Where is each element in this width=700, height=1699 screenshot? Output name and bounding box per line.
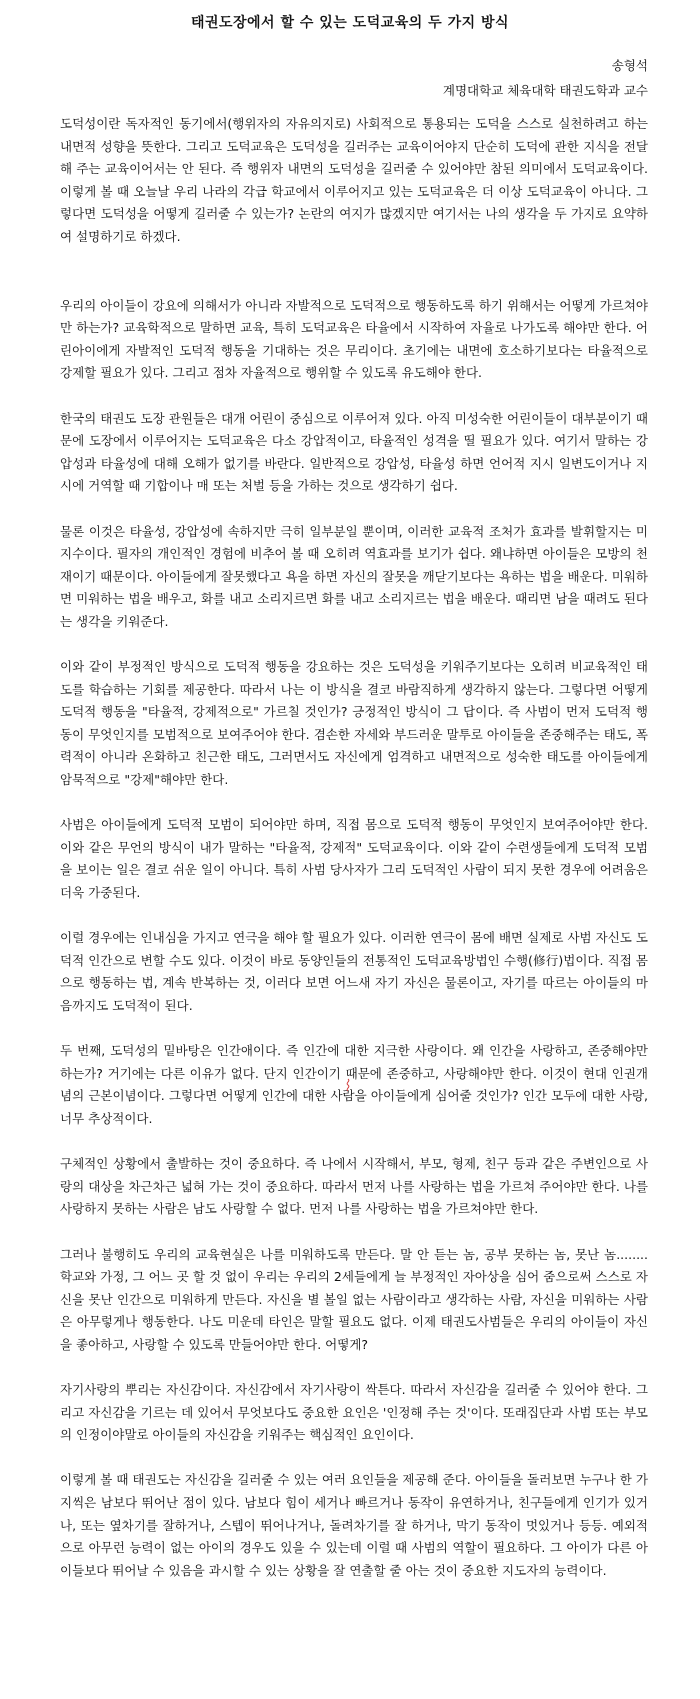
paragraph: 구체적인 상황에서 출발하는 것이 중요하다. 즉 나에서 시작해서, 부모, 형제, 친구 등과 같은 주변인으로 사랑의 대상을 차근차근 넓혀 가는 것이 중요하다. 따라서 먼저 나를 사랑하는 법을 가르쳐 주어야만 한다. 나를 사랑하지 못하는 사람은 남도 사랑할 수 없다. 먼저 나를 사랑하는 법을 가르쳐야만 한다. (60, 1156, 648, 1217)
paragraph: 한국의 태권도 도장 관원들은 대개 어린이 중심으로 이루어져 있다. 아직 미성숙한 어린이들이 대부분이기 때문에 도장에서 이루어지는 도덕교육은 다소 강압적이고, 타율적인 성격을 띨 필요가 있다. 여기서 말하는 강압성과 타율성에 대해 오해가 없기를 바란다. 일반적으로 강압성, 타율성 하면 언어적 지시 일변도이거나 지시에 거역할 때 기합이나 매 또는 처벌 등을 가하는 것으로 생각하기 쉽다. (60, 410, 648, 494)
paragraph: 이럴 경우에는 인내심을 가지고 연극을 해야 할 필요가 있다. 이러한 연극이 몸에 배면 실제로 사범 자신도 도덕적 인간으로 변할 수도 있다. 이것이 바로 동양인들의 전통적인 도덕교육방법인 수행(修行)법이다. 직접 몸으로 행동하는 법, 계속 반복하는 것, 이러다 보면 어느새 자기 자신은 물론이고, 자기를 따르는 아이들의 마음까지도 도덕적이 된다. (60, 930, 648, 1013)
paragraph: 이렇게 볼 때 태권도는 자신감을 길러줄 수 있는 여러 요인들을 제공해 준다. 아이들을 돌러보면 누구나 한 가지씩은 남보다 뛰어난 점이 있다. 남보다 힘이 세거나 빠르거나 동작이 유연하거나, 친구들에게 인기가 있거나, 또는 옆차기를 잘하거나, 스텝이 뛰어나거나, 돌려차기를 잘 하거나, 막기 동작이 멋있거나 등등. 예외적으로 아무런 능력이 없는 아이의 경우도 있을 수 있는데 이럴 때 사범의 역할이 필요하다. 그 아이가 다른 아이들보다 뛰어날 수 있음을 과시할 수 있는 상황을 잘 연출할 줄 아는 것이 중요한 지도자의 능력이다. (60, 1472, 648, 1578)
paragraph: 사범은 아이들에게 도덕적 모범이 되어야만 하며, 직접 몸으로 도덕적 행동이 무엇인지 보여주어야만 한다. 이와 같은 무언의 방식이 내가 말하는 "타율적, 강제적" 도덕교육이다. 이와 같이 수련생들에게 도덕적 모범을 보이는 일은 결코 쉬운 일이 아니다. 특히 사범 당사자가 그리 도덕적인 사람이 되지 못한 경우에 어려움은 더욱 가중된다. (60, 817, 648, 900)
author-name: 송형석 (611, 58, 648, 73)
author-affiliation: 계명대학교 체육대학 태권도학과 교수 (442, 83, 648, 98)
paragraph: 우리의 아이들이 강요에 의해서가 아니라 자발적으로 도덕적으로 행동하도록 하기 위해서는 어떻게 가르쳐야만 하는가? 교육학적으로 말하면 교육, 특히 도덕교육은 타율에서 시작하여 자율로 나가도록 해야만 한다. 어린아이에게 자발적인 도덕적 행동을 기대하는 것은 무리이다. 초기에는 내면에 호소하기보다는 타율적으로 강제할 필요가 있다. 그리고 점차 자율적으로 행위할 수 있도록 유도해야 한다. (60, 297, 648, 381)
document-title: 태권도장에서 할 수 있는 도덕교육의 두 가지 방식 (190, 15, 510, 31)
paragraph: 두 번째, 도덕성의 밑바탕은 인간애이다. 즉 인간에 대한 지극한 사랑이다. 왜 인간을 사랑하고, 존중해야만 하는가? 거기에는 다른 이유가 없다. 단지 인간이기 때문에 존중하고, 사랑해야만 한다. 이것이 현대 인권개념의 근본이념이다. 그렇다면 어떻게 인간에 대한 사람을 아이들에게 심어줄 것인가? 인간 모두에 대한 사랑, 너무 추상적이다. (60, 1043, 648, 1126)
cursor-mark (343, 1078, 353, 1092)
document-body (60, 113, 648, 1605)
paragraph: 그러나 불행히도 우리의 교육현실은 나를 미워하도록 만든다. 말 안 듣는 놈, 공부 못하는 놈, 못난 놈........ 학교와 가정, 그 어느 곳 할 것 없이 우리는 우리의 2세들에게 늘 부정적인 자아상을 심어 줌으로써 스스로 자신을 못난 인간으로 미워하게 만든다. 자신을 별 볼일 없는 사람이라고 생각하는 사람, 자신을 미워하는 사람은 아무렇게나 행동한다. 나도 미운데 타인은 말할 필요도 없다. 이제 태권도사범들은 우리의 아이들이 자신을 좋아하고, 사랑할 수 있도록 만들어야만 한다. 어떻게? (60, 1246, 648, 1352)
paragraph: 도덕성이란 독자적인 동기에서(행위자의 자유의지로) 사회적으로 통용되는 도덕을 스스로 실천하려고 하는 내면적 성향을 뜻한다. 그리고 도덕교육은 도덕성을 길러주는 교육이어야지 단순히 도덕에 관한 지식을 전달해 주는 교육이어서는 안 된다. 즉 행위자 내면의 도덕성을 길러줄 수 있어야만 참된 의미에서 도덕교육이다. 이렇게 볼 때 오늘날 우리 나라의 각급 학교에서 이루어지고 있는 도덕교육은 더 이상 도덕교육이 아니다. 그렇다면 도덕성을 어떻게 길러줄 수 있는가? 논란의 여지가 많겠지만 여기서는 나의 생각을 두 가지로 요약하여 설명하기로 하겠다. (60, 116, 648, 244)
paragraph: 물론 이것은 타율성, 강압성에 속하지만 극히 일부분일 뿐이며, 이러한 교육적 조처가 효과를 발휘할지는 미지수이다. 필자의 개인적인 경험에 비추어 볼 때 오히려 역효과를 보기가 쉽다. 왜냐하면 아이들은 모방의 천재이기 때문이다. 아이들에게 잘못했다고 욕을 하면 자신의 잘못을 깨닫기보다는 욕하는 법을 배운다. 미워하면 미워하는 법을 배우고, 화를 내고 소리지르면 화를 내고 소리지르는 법을 배운다. 때리면 남을 때려도 된다는 생각을 키워준다. (60, 523, 648, 629)
paragraph: 이와 같이 부정적인 방식으로 도덕적 행동을 강요하는 것은 도덕성을 키워주기보다는 오히려 비교육적인 태도를 학습하는 기회를 제공한다. 따라서 나는 이 방식을 결코 바람직하게 생각하지 않는다. 그렇다면 어떻게 도덕적 행동을 "타율적, 강제적으로" 가르칠 것인가? 긍정적인 방식이 그 답이다. 즉 사범이 먼저 도덕적 행동이 무엇인지를 모범적으로 보여주어야 한다. 겸손한 자세와 부드러운 말투로 아이들을 존중해주는 태도, 폭력적이 아니라 온화하고 친근한 태도, 그러면서도 자신에게 엄격하고 내면적으로 성숙한 태도를 아이들에게 암묵적으로 "강제"해야만 한다. (60, 659, 648, 788)
paragraph: 자기사랑의 뿌리는 자신감이다. 자신감에서 자기사랑이 싹튼다. 따라서 자신감을 길러줄 수 있어야 한다. 그리고 자신감을 기르는 데 있어서 무엇보다도 중요한 요인은 '인정해 주는 것'이다. 또래집단과 사범 또는 부모의 인정이야말로 아이들의 자신감을 키워주는 핵심적인 요인이다. (60, 1382, 648, 1443)
